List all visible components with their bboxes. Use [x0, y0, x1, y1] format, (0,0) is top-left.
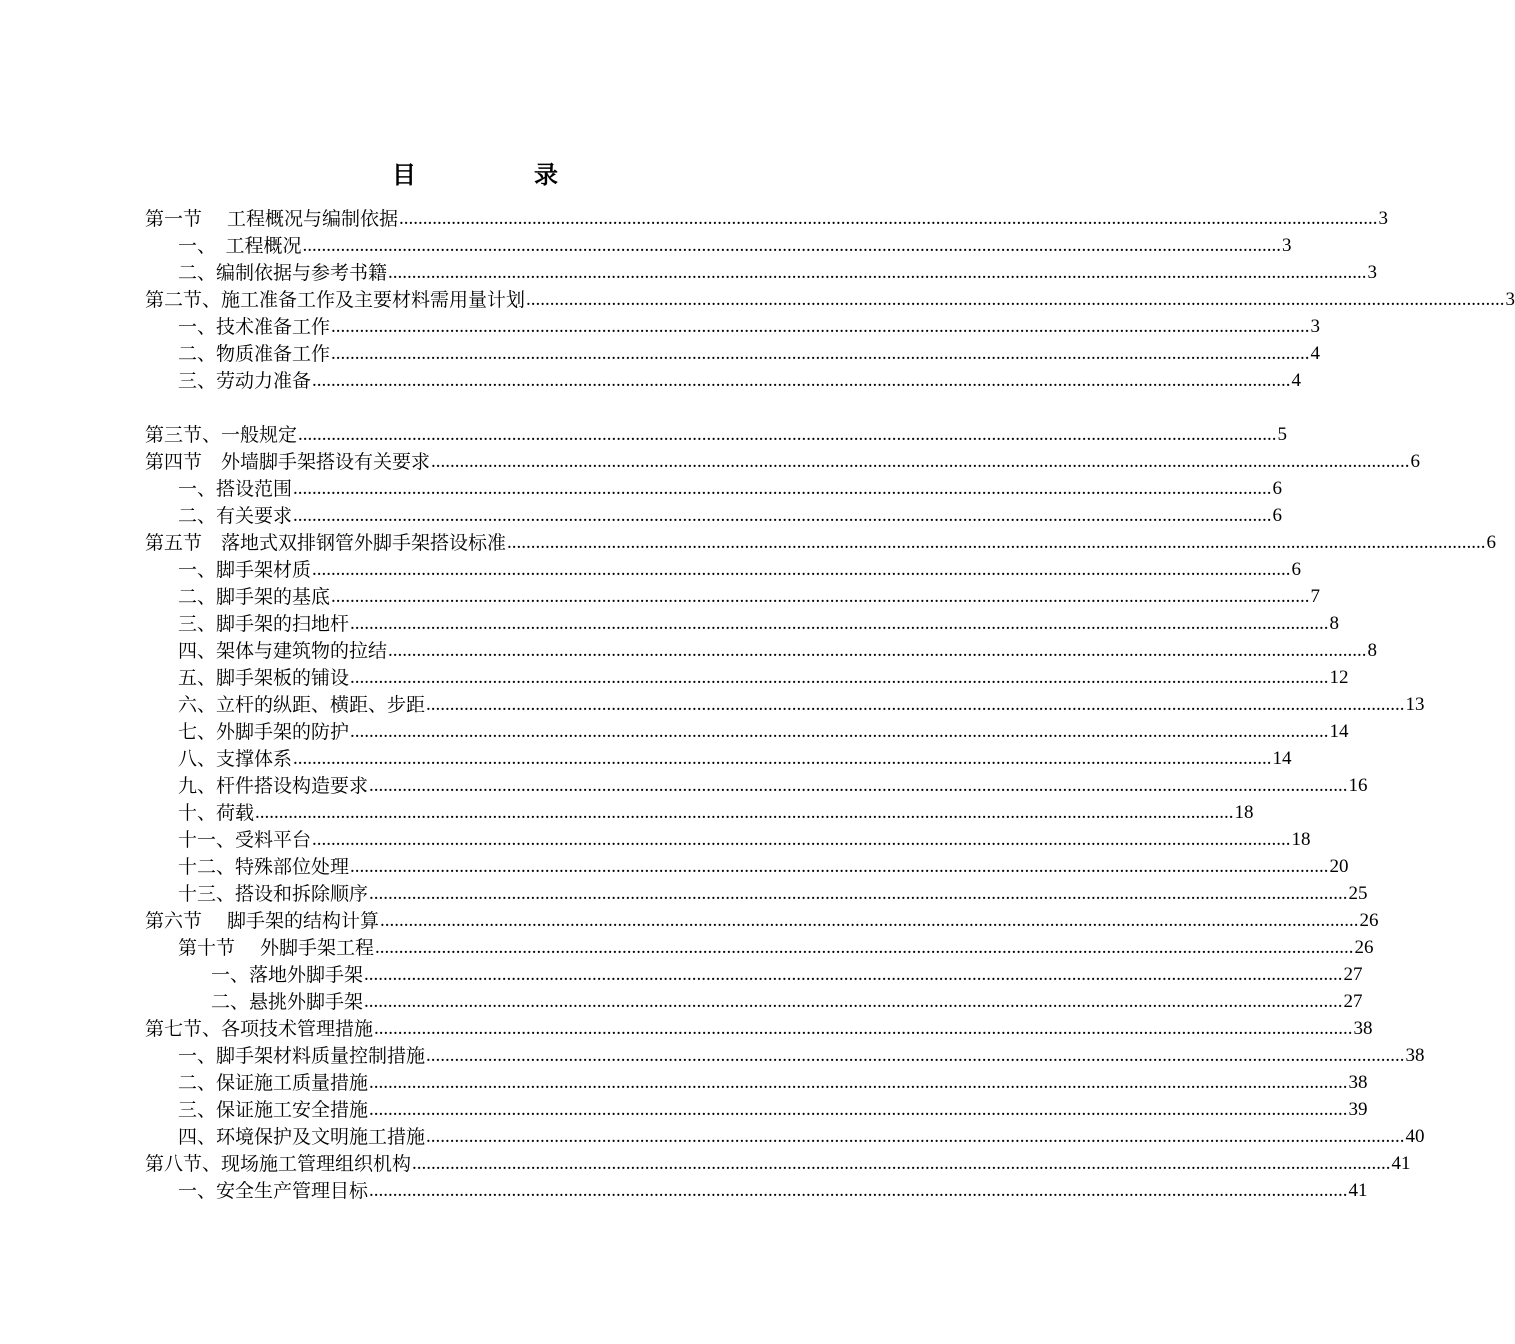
toc-entry-page: 6	[1486, 532, 1497, 553]
toc-entry[interactable]	[178, 366, 1302, 393]
toc-entry-page: 18	[1291, 829, 1311, 850]
toc-entry[interactable]	[145, 420, 1288, 447]
toc-entry-page: 38	[1405, 1045, 1425, 1066]
toc-entry[interactable]	[178, 1041, 1425, 1068]
toc-entry-page: 14	[1272, 748, 1292, 769]
toc-entry-label: 四、架体与建筑物的拉结	[178, 640, 388, 662]
toc-entry-page: 14	[1329, 721, 1349, 742]
toc-entry-page: 41	[1391, 1153, 1411, 1174]
toc-entry-label: 十、荷载	[178, 802, 255, 824]
toc-entry[interactable]	[145, 1149, 1411, 1176]
toc-entry[interactable]	[178, 798, 1254, 825]
toc-entry-page: 3	[1378, 208, 1389, 229]
toc-leader-dots: ..............................................................................................................................................................................................................	[350, 613, 1329, 634]
toc-entry[interactable]	[178, 717, 1349, 744]
toc-entry[interactable]	[178, 663, 1349, 690]
toc-title	[0, 158, 950, 192]
toc-entry-page: 6	[1410, 451, 1421, 472]
toc-leader-dots: ..............................................................................................................................................................................................................	[388, 262, 1367, 283]
toc-entry[interactable]	[145, 447, 1421, 474]
toc-entry[interactable]	[178, 312, 1321, 339]
toc-leader-dots: ..............................................................................................................................................................................................................	[293, 505, 1272, 526]
toc-leader-dots: ..............................................................................................................................................................................................................	[293, 478, 1272, 499]
toc-entry-label: 二、保证施工质量措施	[178, 1072, 369, 1094]
toc-leader-dots: ..............................................................................................................................................................................................................	[399, 208, 1378, 229]
toc-entry-label: 第八节、现场施工管理组织机构	[145, 1153, 412, 1175]
toc-entry[interactable]	[178, 1176, 1368, 1203]
toc-leader-dots: ..............................................................................................................................................................................................................	[302, 235, 1282, 256]
toc-entry-label: 第四节 外墙脚手架搭设有关要求	[145, 451, 431, 473]
toc-leader-dots: ..............................................................................................................................................................................................................	[388, 640, 1367, 661]
toc-entry-label: 二、脚手架的基底	[178, 586, 331, 608]
toc-entry-label: 第五节 落地式双排钢管外脚手架搭设标准	[145, 532, 507, 554]
toc-leader-dots: ..............................................................................................................................................................................................................	[369, 775, 1348, 796]
toc-leader-dots: ..............................................................................................................................................................................................................	[374, 1018, 1353, 1039]
toc-entry-label: 二、有关要求	[178, 505, 293, 527]
toc-entry-label: 六、立杆的纵距、横距、步距	[178, 694, 426, 716]
toc-entry-page: 40	[1405, 1126, 1425, 1147]
toc-leader-dots: ..............................................................................................................................................................................................................	[375, 937, 1354, 958]
toc-entry-label: 一、脚手架材料质量控制措施	[178, 1045, 426, 1067]
toc-entry-label: 三、脚手架的扫地杆	[178, 613, 350, 635]
toc-entry-label: 二、编制依据与参考书籍	[178, 262, 388, 284]
toc-entry-page: 38	[1348, 1072, 1368, 1093]
toc-entry-page: 16	[1348, 775, 1368, 796]
toc-entry-page: 27	[1343, 964, 1363, 985]
toc-entry-page: 27	[1343, 991, 1363, 1012]
toc-leader-dots: ..............................................................................................................................................................................................................	[369, 1099, 1348, 1120]
toc-entry[interactable]	[145, 285, 1515, 312]
toc-entry-label: 二、悬挑外脚手架	[211, 991, 364, 1013]
toc-leader-dots: ..............................................................................................................................................................................................................	[350, 721, 1329, 742]
toc-entry-label: 第十节 外脚手架工程	[178, 937, 375, 959]
toc-entry[interactable]	[178, 231, 1292, 258]
toc-entry[interactable]	[178, 258, 1378, 285]
toc-entry-label: 第三节、一般规定	[145, 424, 298, 446]
toc-leader-dots: ..............................................................................................................................................................................................................	[312, 370, 1291, 391]
toc-entry-page: 41	[1348, 1180, 1368, 1201]
toc-entry-label: 一、脚手架材质	[178, 559, 312, 581]
toc-entry[interactable]	[178, 1122, 1425, 1149]
toc-leader-dots: ..............................................................................................................................................................................................................	[369, 883, 1348, 904]
toc-entry[interactable]	[178, 474, 1283, 501]
toc-leader-dots: ..............................................................................................................................................................................................................	[507, 532, 1486, 553]
toc-entry-label: 三、保证施工安全措施	[178, 1099, 369, 1121]
toc-entry[interactable]	[178, 933, 1374, 960]
toc-entry-page: 8	[1329, 613, 1340, 634]
toc-entry-page: 26	[1354, 937, 1374, 958]
toc-leader-dots: ..............................................................................................................................................................................................................	[312, 829, 1291, 850]
toc-leader-dots: ..............................................................................................................................................................................................................	[331, 316, 1310, 337]
toc-leader-dots: ..............................................................................................................................................................................................................	[369, 1180, 1348, 1201]
toc-entry-page: 26	[1359, 910, 1379, 931]
toc-entry-label: 五、脚手架板的铺设	[178, 667, 350, 689]
toc-entry-page: 3	[1282, 235, 1292, 256]
toc-entry-label: 一、搭设范围	[178, 478, 293, 500]
toc-leader-dots: ..............................................................................................................................................................................................................	[412, 1153, 1391, 1174]
toc-entry-page: 3	[1505, 289, 1515, 310]
toc-leader-dots: ..............................................................................................................................................................................................................	[364, 991, 1343, 1012]
toc-entry-label: 九、杆件搭设构造要求	[178, 775, 369, 797]
toc-entry-label: 一、技术准备工作	[178, 316, 331, 338]
toc-entry-label: 二、物质准备工作	[178, 343, 331, 365]
toc-entry[interactable]	[178, 744, 1292, 771]
toc-entry[interactable]	[178, 771, 1368, 798]
toc-entry-page: 4	[1310, 343, 1321, 364]
toc-leader-dots: ..............................................................................................................................................................................................................	[350, 856, 1329, 877]
toc-leader-dots: ..............................................................................................................................................................................................................	[350, 667, 1329, 688]
toc-leader-dots: ..............................................................................................................................................................................................................	[369, 1072, 1348, 1093]
toc-leader-dots: ..............................................................................................................................................................................................................	[426, 694, 1405, 715]
toc-entry[interactable]	[178, 1095, 1368, 1122]
toc-entry-page: 20	[1329, 856, 1349, 877]
toc-entry-page: 13	[1405, 694, 1425, 715]
toc-entry-label: 三、劳动力准备	[178, 370, 312, 392]
toc-entry-page: 6	[1272, 505, 1283, 526]
toc-entry-label: 十一、受料平台	[178, 829, 312, 851]
toc-leader-dots: ..............................................................................................................................................................................................................	[426, 1126, 1405, 1147]
toc-entry-page: 8	[1367, 640, 1378, 661]
toc-entry[interactable]	[211, 960, 1363, 987]
toc-entry[interactable]	[178, 555, 1302, 582]
toc-entry[interactable]	[178, 852, 1349, 879]
toc-leader-dots: ..............................................................................................................................................................................................................	[526, 289, 1505, 310]
toc-entry-page: 5	[1277, 424, 1288, 445]
toc-entry[interactable]	[178, 879, 1368, 906]
toc-leader-dots: ..............................................................................................................................................................................................................	[312, 559, 1291, 580]
toc-leader-dots: ..............................................................................................................................................................................................................	[293, 748, 1272, 769]
toc-entry[interactable]	[178, 1068, 1368, 1095]
toc-entry-label: 七、外脚手架的防护	[178, 721, 350, 743]
toc-entry[interactable]	[178, 582, 1321, 609]
toc-entry-page: 6	[1291, 559, 1302, 580]
toc-entry-label: 第六节 脚手架的结构计算	[145, 910, 380, 932]
toc-entry-page: 12	[1329, 667, 1349, 688]
toc-leader-dots: ..............................................................................................................................................................................................................	[431, 451, 1410, 472]
toc-entry-label: 一、落地外脚手架	[211, 964, 364, 986]
toc-entry[interactable]	[145, 906, 1379, 933]
toc-leader-dots: ..............................................................................................................................................................................................................	[426, 1045, 1405, 1066]
toc-entry-label: 一、安全生产管理目标	[178, 1180, 369, 1202]
toc-entry[interactable]	[211, 987, 1363, 1014]
toc-leader-dots: ..............................................................................................................................................................................................................	[380, 910, 1359, 931]
toc-entry[interactable]	[178, 825, 1311, 852]
toc-entry[interactable]	[178, 339, 1321, 366]
toc-entry-label: 第一节 工程概况与编制依据	[145, 208, 399, 230]
toc-entry-label: 十二、特殊部位处理	[178, 856, 350, 878]
toc-entry-page: 39	[1348, 1099, 1368, 1120]
toc-entry-label: 四、环境保护及文明施工措施	[178, 1126, 426, 1148]
toc-leader-dots: ..............................................................................................................................................................................................................	[255, 802, 1234, 823]
toc-entry[interactable]	[178, 636, 1378, 663]
toc-entry-page: 18	[1234, 802, 1254, 823]
toc-entry-label: 第七节、各项技术管理措施	[145, 1018, 374, 1040]
toc-entry-label: 第二节、施工准备工作及主要材料需用量计划	[145, 289, 526, 311]
toc-entry-label: 八、支撑体系	[178, 748, 293, 770]
toc-entry-page: 3	[1367, 262, 1378, 283]
toc-entry[interactable]	[145, 204, 1389, 231]
toc-leader-dots: ..............................................................................................................................................................................................................	[331, 586, 1310, 607]
toc-entry-page: 25	[1348, 883, 1368, 904]
toc-entry-page: 3	[1310, 316, 1321, 337]
toc-entry-label: 十三、搭设和拆除顺序	[178, 883, 369, 905]
toc-entry-page: 38	[1353, 1018, 1373, 1039]
toc-entry-page: 4	[1291, 370, 1302, 391]
toc-leader-dots: ..............................................................................................................................................................................................................	[331, 343, 1310, 364]
toc-title-left: 目	[392, 160, 416, 189]
toc-entry[interactable]	[178, 501, 1283, 528]
toc-entry[interactable]	[145, 528, 1497, 555]
toc-leader-dots: ..............................................................................................................................................................................................................	[364, 964, 1343, 985]
toc-entry[interactable]	[145, 1014, 1373, 1041]
toc-leader-dots: ..............................................................................................................................................................................................................	[298, 424, 1277, 445]
toc-entry[interactable]	[178, 609, 1340, 636]
toc-entry-label: 一、 工程概况	[178, 235, 302, 257]
toc-entry-page: 7	[1310, 586, 1321, 607]
toc-entry-page: 6	[1272, 478, 1283, 499]
toc-entry[interactable]	[178, 690, 1425, 717]
toc-title-right: 录	[534, 160, 558, 189]
